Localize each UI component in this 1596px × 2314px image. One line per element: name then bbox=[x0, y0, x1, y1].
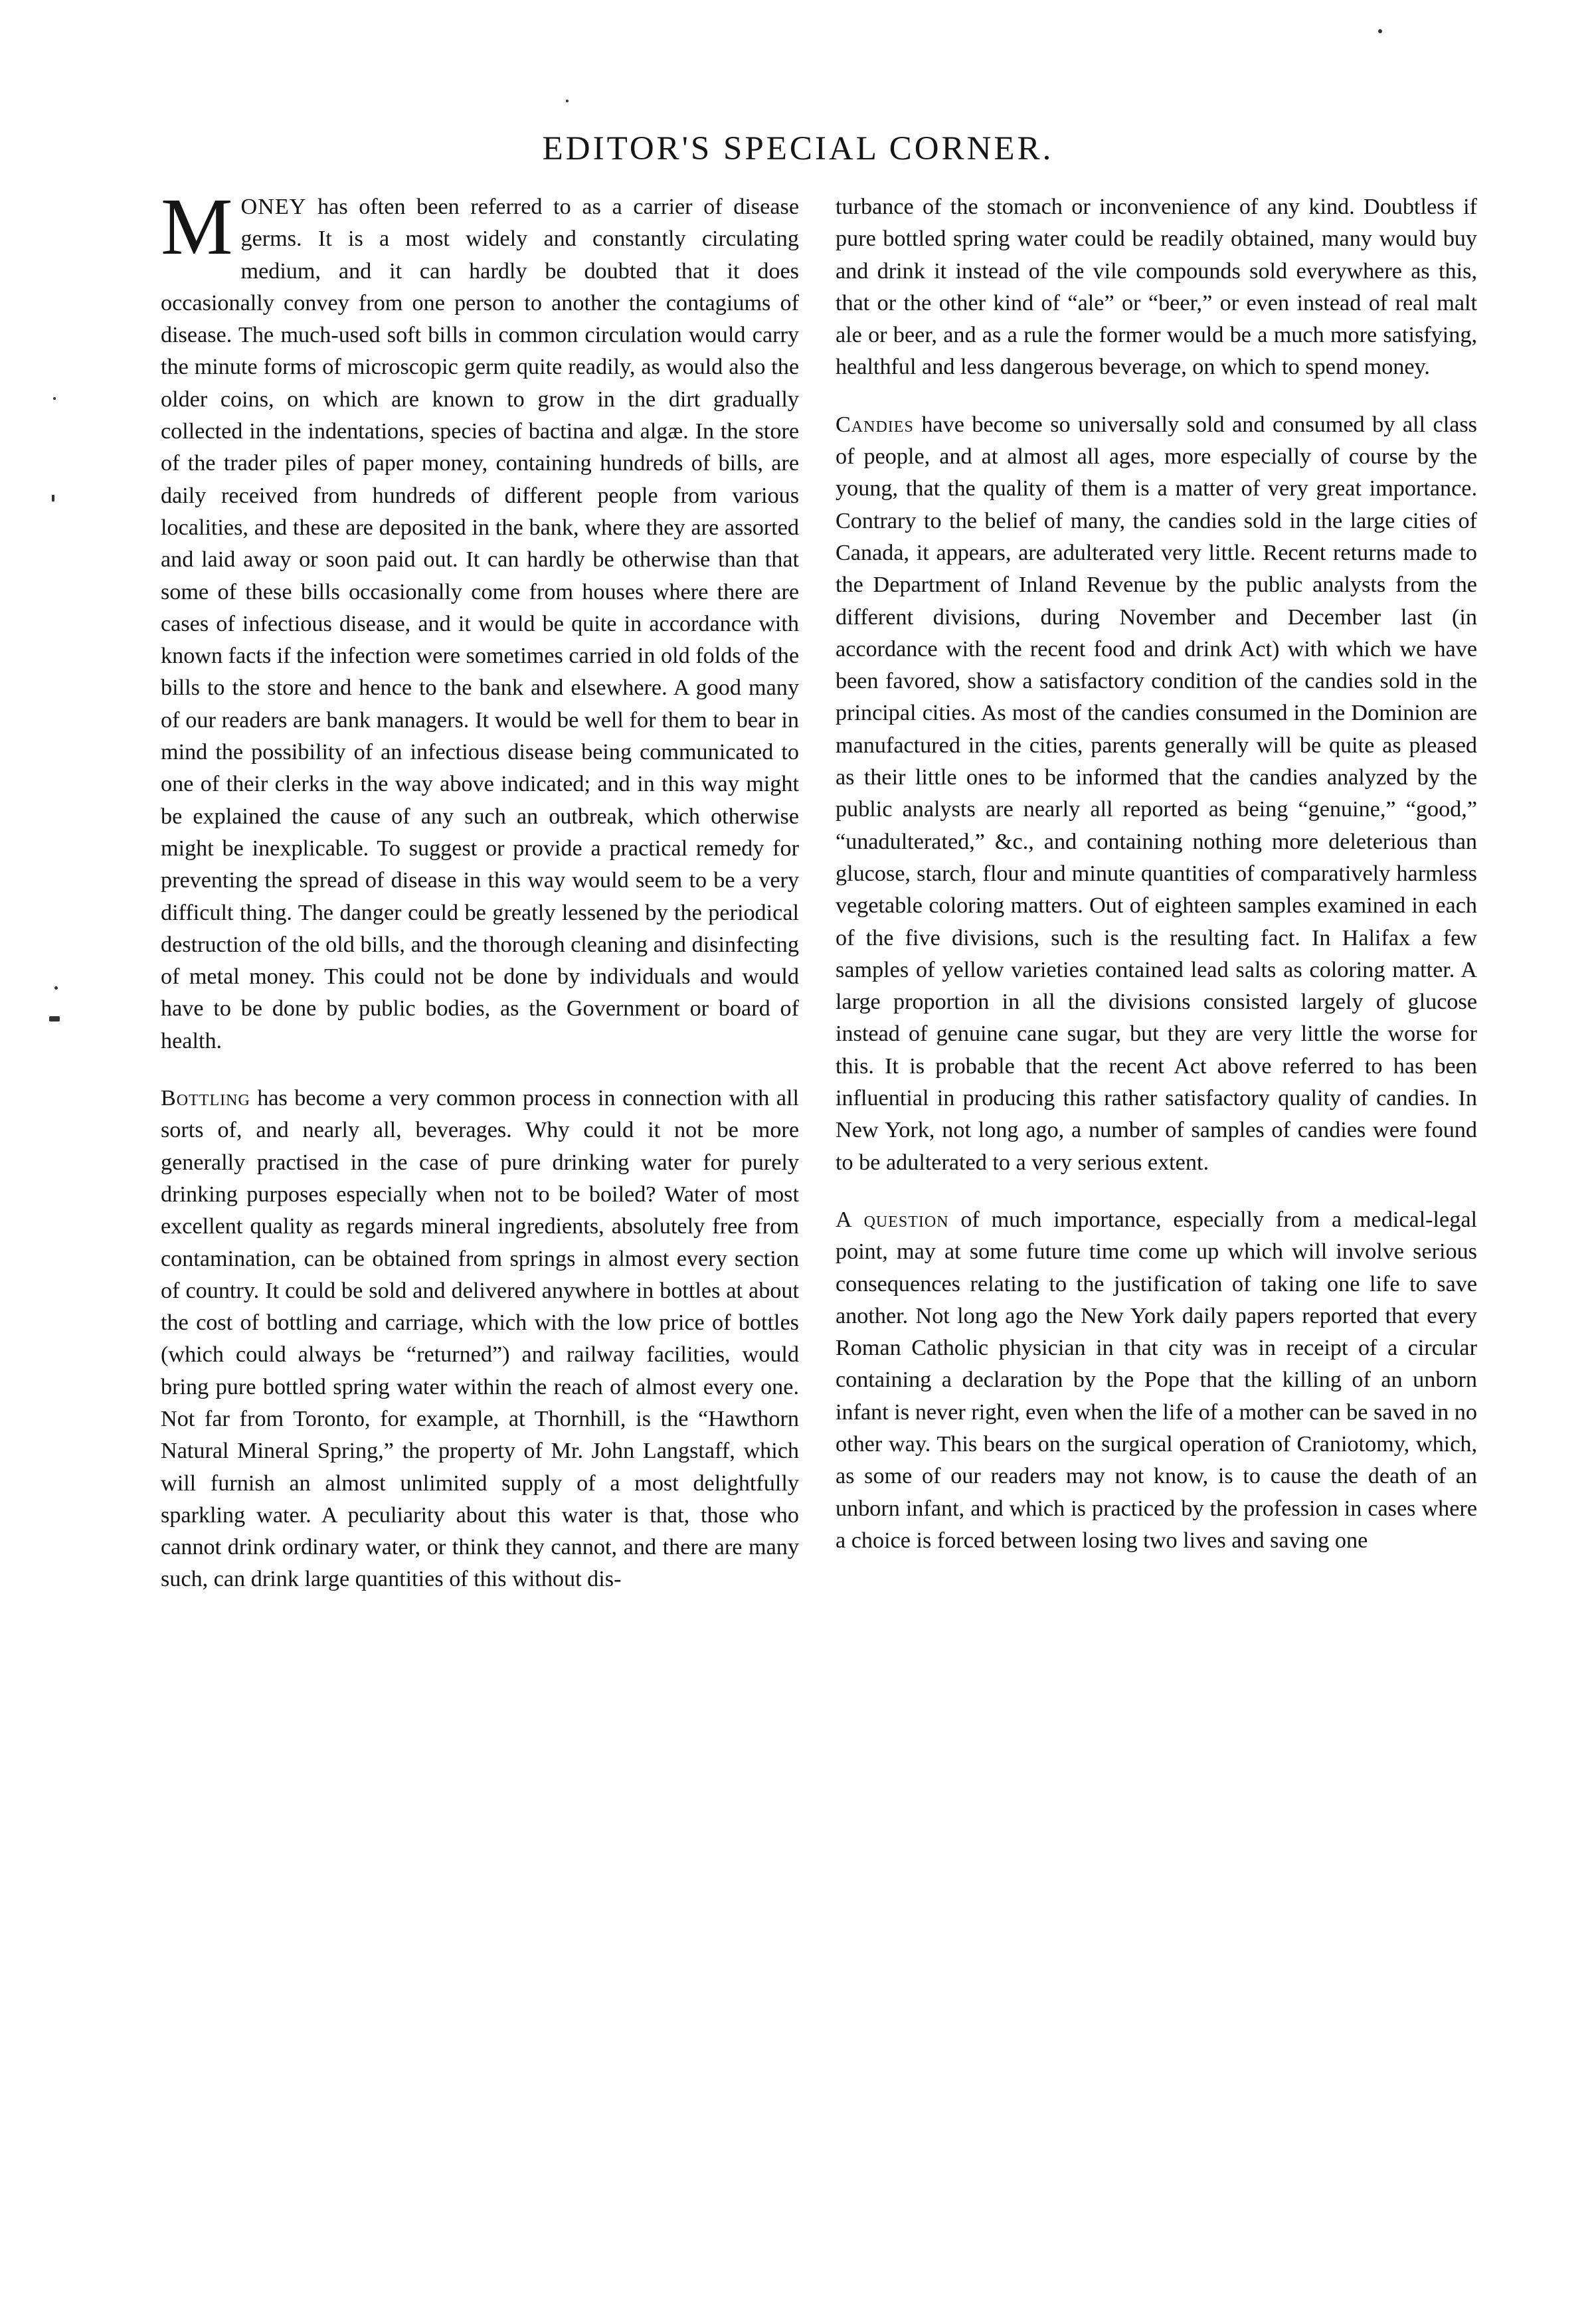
article-lead: A question bbox=[836, 1207, 949, 1232]
article-lead: ONEY bbox=[240, 195, 307, 219]
drop-cap: M bbox=[161, 182, 233, 272]
column-right bbox=[836, 191, 1477, 1557]
print-speck bbox=[49, 1016, 60, 1022]
page-title: EDITOR'S SPECIAL CORNER. bbox=[542, 130, 1054, 167]
article-candies bbox=[836, 409, 1477, 1179]
article-body: has become a very common process in connection with all sorts of, and nearly all, beverages. Why could it not be more generally practised in the case of pure drinking water for purely drinking purposes especially when not to be boiled? Water of most excellent quality as regards mineral ingredients, absolutely free from contamination, can be obtained from springs in almost every section of country. It could be sold and delivered anywhere in bottles at about the cost of bottling and carriage, which with the low price of bottles (which could always be “returned”) and railway facilities, would bring pure bottled spring water within the reach of almost every one. Not far from Toronto, for example, at Thornhill, is the “Hawthorn Natural Mineral Spring,” the property of Mr. John Langstaff, which will furnish an almost unlimited supply of a most delightfully sparkling water. A peculiarity about this water is that, those who cannot drink ordinary water, or think they cannot, and there are many such, can drink large quantities of this without dis- bbox=[161, 1086, 799, 1592]
article-body: of much importance, especially from a medical-legal point, may at some future time come up which will involve serious consequences relating to the justification of taking one life to save another. Not long ago the New York daily papers reported that every Roman Catholic physician in that city was in receipt of a circular containing a declaration by the Pope that the killing of an unborn infant is never right, even when the life of a mother can be saved in no other way. This bears on the surgical operation of Craniotomy, which, as some of our readers may not know, is to cause the death of an unborn infant, and which is practiced by the profession in cases where a choice is forced between losing two lives and saving one bbox=[836, 1207, 1477, 1553]
article-body: have become so universally sold and consumed by all class of people, and at almost all ages, more especially of course by the young, that the quality of them is a matter of very great importance. Contrary to the belief of many, the candies sold in the large cities of Canada, it appears, are adulterated very little. Recent returns made to the Department of Inland Revenue by the public analysts from the different divisions, during November and December last (in accordance with the recent food and drink Act) with which we have been favored, show a satisfactory condition of the candies sold in the principal cities. As most of the candies consumed in the Dominion are manufactured in the cities, parents generally will be quite as pleased as their little ones to be informed that the candies analyzed by the public analysts are nearly all reported as being “genuine,” “good,” “unadulterated,” &c., and containing nothing more deleterious than glucose, starch, flour and minute quantities of comparatively harmless vegetable coloring matters. Out of eighteen samples examined in each of the five divisions, such is the resulting fact. In Halifax a few samples of yellow varieties contained lead salts as coloring matter. A large proportion in all the divisions consisted largely of glucose instead of genuine cane sugar, but they are very little the worse for this. It is probable that the recent Act above referred to has been influential in producing this rather satisfactory quality of candies. In New York, not long ago, a number of samples of candies were found to be adulterated to a very serious extent. bbox=[836, 412, 1477, 1175]
print-speck bbox=[53, 397, 56, 400]
article-bottling bbox=[161, 1083, 799, 1596]
column-left bbox=[161, 182, 799, 1596]
article-bottling-continued: turbance of the stomach or inconvenience of any kind. Doubtless if pure bottled spring water could be readily obtained, many would buy and drink it instead of the vile compounds sold everywhere as this, that or the other kind of “ale” or “beer,” or even instead of real malt ale or beer, and as a rule the former would be a much more satisfying, healthful and less dangerous beverage, on which to spend money. bbox=[836, 195, 1477, 380]
article-body: has often been referred to as a carrier of disease germs. It is a most widely and constantly circulating medium, and it can hardly be doubted that it does occasionally convey from one person to another the contagiums of disease. The much-used soft bills in common circulation would carry the minute forms of microscopic germ quite readily, as would also the older coins, on which are known to grow in the dirt gradually collected in the indentations, species of bactina and algæ. In the store of the trader piles of paper money, containing hundreds of bills, are daily received from hundreds of different people from various localities, and these are deposited in the bank, where they are assorted and laid away or soon paid out. It can hardly be otherwise than that some of these bills occasionally come from houses where there are cases of infectious disease, and it would be quite in accordance with known facts if the infection were sometimes carried in old folds of the bills to the store and hence to the bank and elsewhere. A good many of our readers are bank managers. It would be well for them to bear in mind the possibility of an infectious disease being communicated to one of their clerks in the way above indicated; and in this way might be explained the cause of any such an outbreak, which otherwise might be inexplicable. To suggest or provide a practical remedy for preventing the spread of disease in this way would seem to be a very difficult thing. The danger could be greatly lessened by the periodical destruction of the old bills, and the thorough cleaning and disinfecting of metal money. This could not be done by individuals and would have to be done by public bodies, as the Government or board of health. bbox=[161, 195, 799, 1053]
article-lead: Candies bbox=[836, 412, 914, 437]
article-lead: Bottling bbox=[161, 1086, 250, 1111]
article-money bbox=[161, 182, 799, 1057]
article-question bbox=[836, 1204, 1477, 1557]
print-speck bbox=[54, 986, 58, 990]
print-speck bbox=[52, 495, 54, 501]
print-speck bbox=[566, 100, 569, 102]
print-speck bbox=[1378, 29, 1382, 33]
